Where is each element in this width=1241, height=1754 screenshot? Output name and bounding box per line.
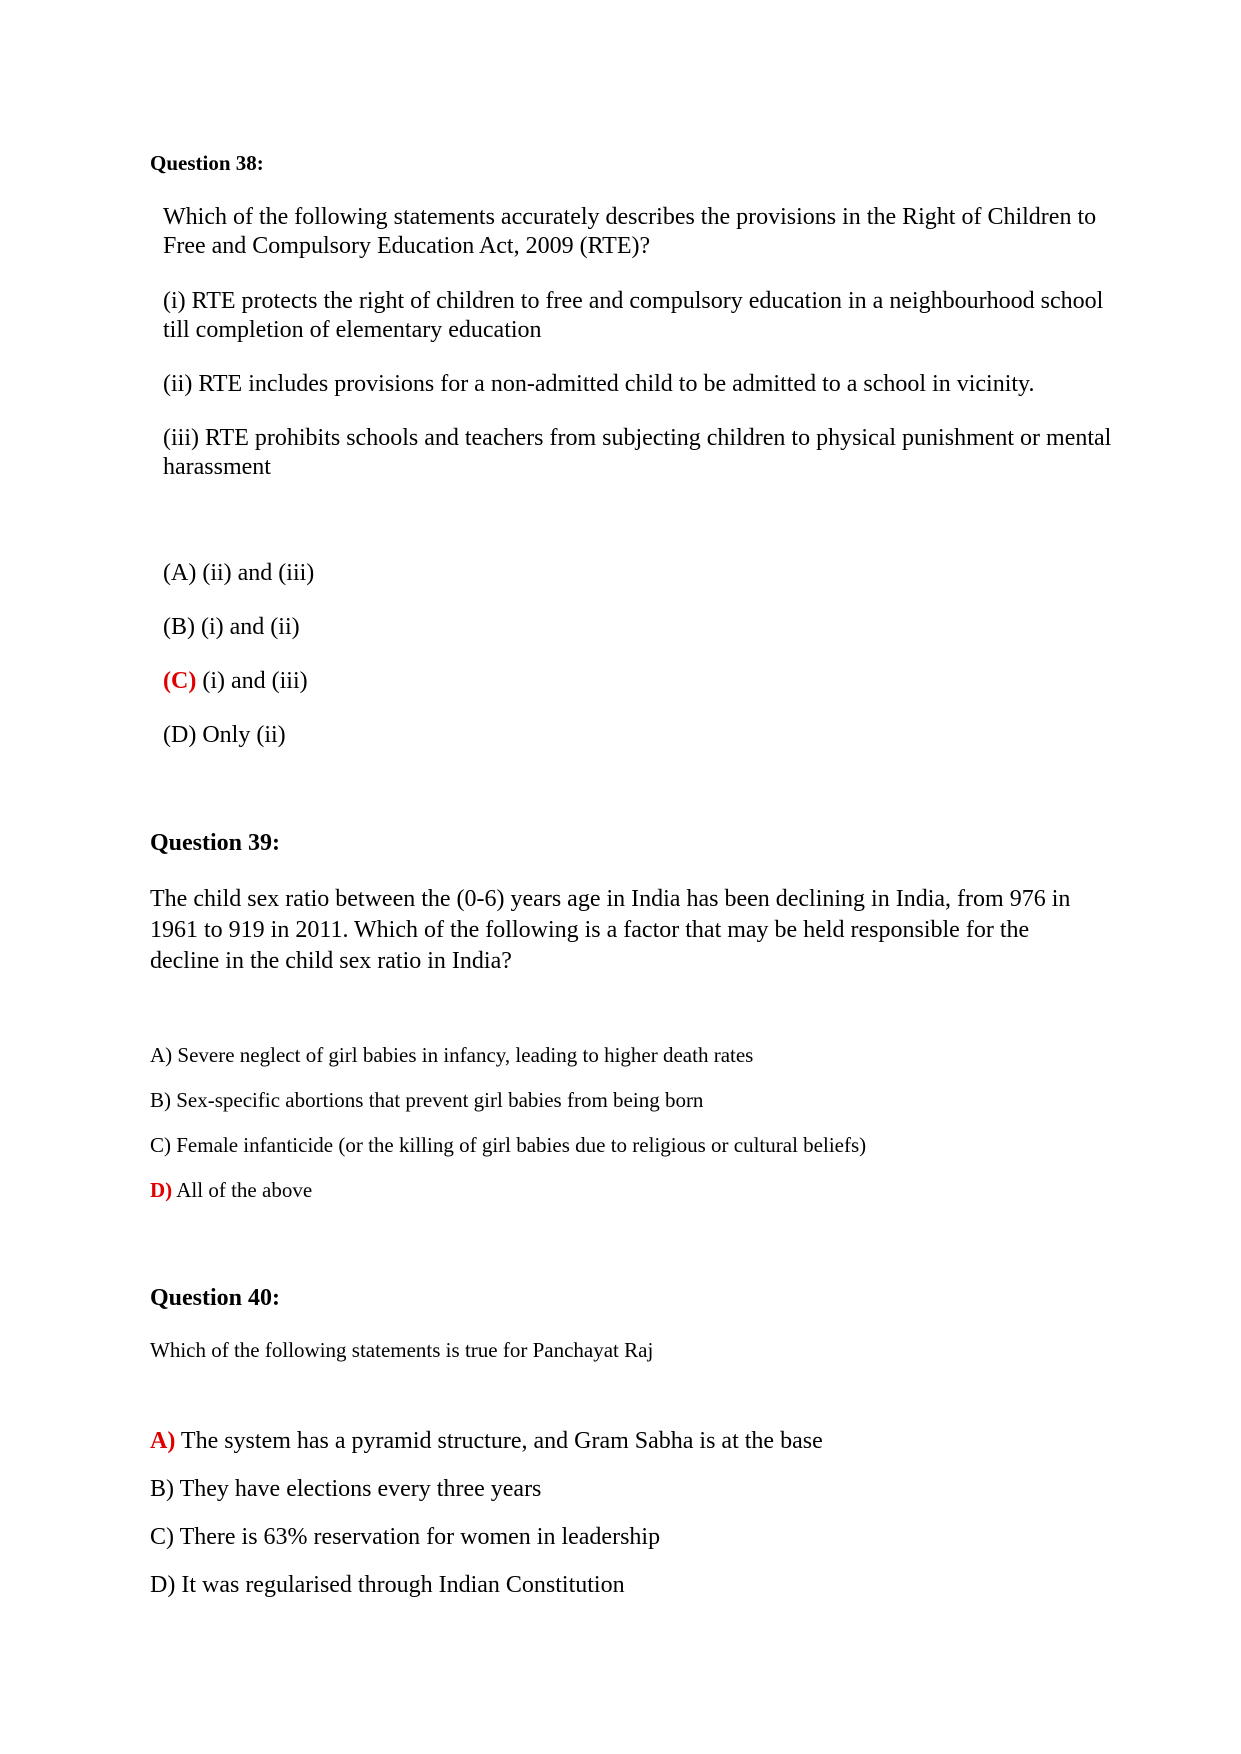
question-38-option-b xyxy=(163,614,300,641)
correct-option-label: D) xyxy=(150,1178,173,1202)
option-text: The system has a pyramid structure, and Gram Sabha is at the base xyxy=(180,1428,823,1454)
question-39-stem: The child sex ratio between the (0-6) years age in India has been declining in India, from 976 in 1961 to 919 in 2011. Which of the following is a factor that may be held responsible for the decline in the child sex ratio in India? xyxy=(150,886,1071,974)
question-39-option-b xyxy=(150,1088,703,1113)
option-text: Only (ii) xyxy=(202,722,286,748)
option-label: (A) xyxy=(163,560,197,586)
question-38-option-c-correct xyxy=(163,668,308,695)
question-38-statement-iii: (iii) RTE prohibits schools and teachers from subjecting children to physical punishment or mental harassment xyxy=(163,425,1112,480)
option-text: There is 63% reservation for women in leadership xyxy=(179,1524,661,1550)
option-text: They have elections every three years xyxy=(179,1476,542,1502)
question-38-option-d xyxy=(163,722,286,749)
question-40-option-d xyxy=(150,1572,625,1599)
question-40-option-b xyxy=(150,1476,541,1503)
question-38-statement-ii: (ii) RTE includes provisions for a non-admitted child to be admitted to a school in vicinity. xyxy=(163,371,1035,397)
question-38-stem: Which of the following statements accurately describes the provisions in the Right of Children to Free and Compulsory Education Act, 2009 (RTE)? xyxy=(163,204,1097,259)
option-text: (ii) and (iii) xyxy=(202,560,315,586)
option-text: (i) and (ii) xyxy=(201,614,300,640)
option-text: Sex-specific abortions that prevent girl babies from being born xyxy=(176,1088,704,1112)
question-40-option-a-correct xyxy=(150,1428,823,1455)
question-38-title: Question 38: xyxy=(150,151,264,175)
question-39-option-a xyxy=(150,1043,753,1068)
option-text: Severe neglect of girl babies in infancy, leading to higher death rates xyxy=(177,1043,754,1067)
option-label: C) xyxy=(150,1133,171,1157)
question-39-option-d-correct xyxy=(150,1178,312,1203)
correct-option-label: A) xyxy=(150,1428,176,1454)
question-40-option-c xyxy=(150,1524,660,1551)
option-label: A) xyxy=(150,1043,173,1067)
option-text: (i) and (iii) xyxy=(202,668,308,694)
question-38-option-a xyxy=(163,560,314,587)
option-label: B) xyxy=(150,1476,174,1502)
option-text: All of the above xyxy=(176,1178,313,1202)
question-40-stem: Which of the following statements is true for Panchayat Raj xyxy=(150,1338,654,1362)
option-label: (D) xyxy=(163,722,197,748)
option-label: D) xyxy=(150,1572,176,1598)
question-38-statement-i: (i) RTE protects the right of children to free and compulsory education in a neighbourhood school till completion of elementary education xyxy=(163,288,1104,343)
option-text: Female infanticide (or the killing of girl babies due to religious or cultural beliefs) xyxy=(176,1133,867,1157)
option-label: B) xyxy=(150,1088,171,1112)
correct-option-label: (C) xyxy=(163,668,197,694)
question-39-title: Question 39: xyxy=(150,830,281,856)
question-39-option-c xyxy=(150,1133,866,1158)
option-text: It was regularised through Indian Constitution xyxy=(181,1572,625,1598)
option-label: C) xyxy=(150,1524,174,1550)
question-40-title: Question 40: xyxy=(150,1285,281,1311)
option-label: (B) xyxy=(163,614,195,640)
